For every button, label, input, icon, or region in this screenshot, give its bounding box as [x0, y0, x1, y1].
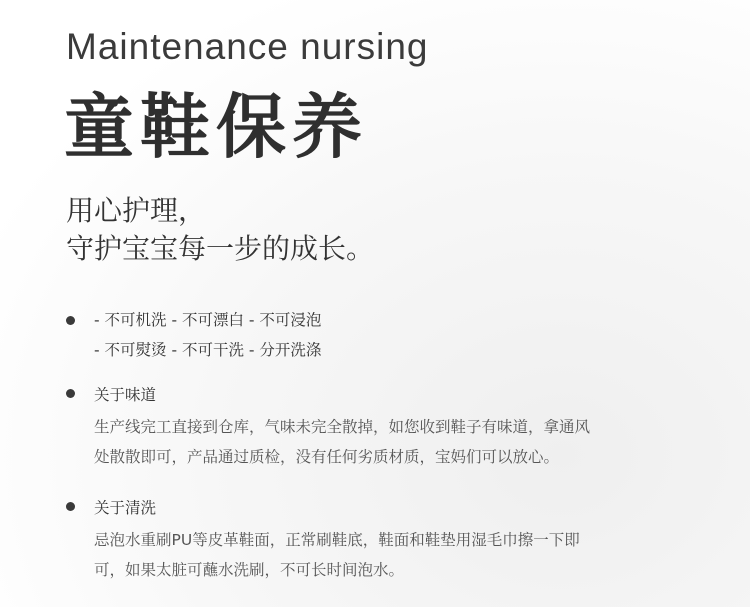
bullet-dot — [66, 389, 75, 398]
english-subtitle: Maintenance nursing — [66, 26, 429, 67]
smell-heading: 关于味道 — [94, 386, 157, 404]
care-instructions-line-1: - 不可机洗 - 不可漂白 - 不可浸泡 — [94, 311, 322, 329]
care-instructions-line-2: - 不可熨烫 - 不可干洗 - 分开洗涤 — [94, 341, 322, 359]
smell-text-line-1: 生产线完工直接到仓库，气味未完全散掉，如您收到鞋子有味道，拿通风 — [94, 418, 591, 436]
tagline-line-1: 用心护理， — [66, 194, 207, 227]
care-instructions-section — [66, 305, 716, 365]
bullet-dot — [66, 316, 75, 325]
page-title: 童鞋保养 — [64, 86, 368, 168]
washing-heading: 关于清洗 — [94, 499, 157, 517]
tagline-line-2: 守护宝宝每一步的成长。 — [66, 232, 375, 265]
washing-text-line-2: 可，如果太脏可蘸水洗刷，不可长时间泡水。 — [94, 561, 405, 579]
smell-text — [94, 412, 716, 472]
bullet-dot — [66, 502, 75, 511]
washing-section — [66, 495, 716, 585]
washing-text-line-1: 忌泡水重刷PU等皮革鞋面，正常刷鞋底，鞋面和鞋垫用湿毛巾擦一下即 — [94, 531, 580, 549]
smell-text-line-2: 处散散即可，产品通过质检，没有任何劣质材质，宝妈们可以放心。 — [94, 448, 560, 466]
smell-section — [66, 382, 716, 472]
tagline — [66, 192, 374, 268]
washing-text — [94, 525, 716, 585]
